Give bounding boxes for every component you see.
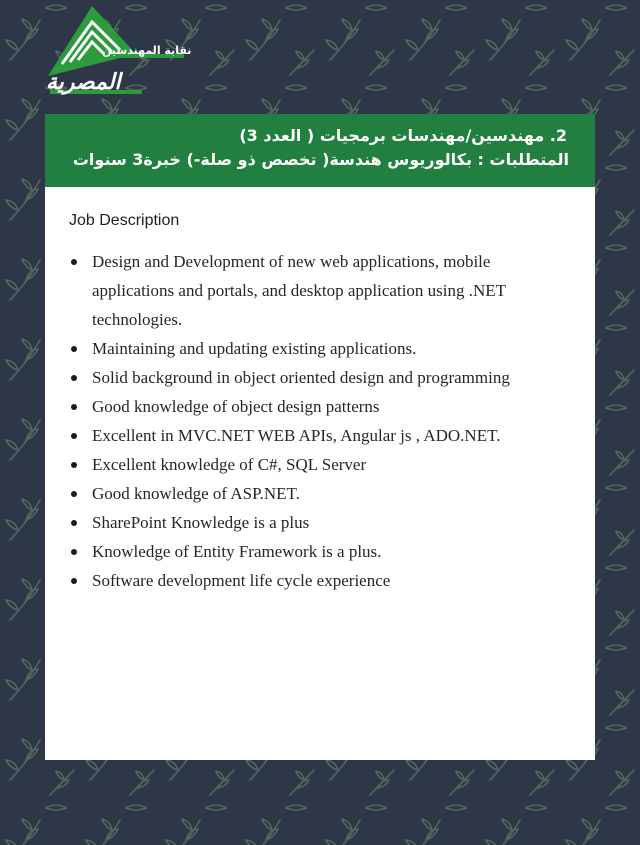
list-item-text: Solid background in object oriented design and programming	[92, 368, 510, 387]
bullet-icon	[71, 578, 77, 584]
logo-main-text: المصرية	[46, 70, 121, 95]
section-title: Job Description	[69, 212, 180, 229]
job-header	[45, 114, 595, 187]
list-item	[69, 508, 569, 537]
bullet-icon	[71, 259, 77, 265]
list-item-text: Excellent in MVC.NET WEB APIs, Angular js , ADO.NET.	[92, 426, 501, 445]
list-item	[69, 363, 569, 392]
list-item-text: SharePoint Knowledge is a plus	[92, 513, 310, 532]
job-title: 2. مهندسين/مهندسات برمجيات ( العدد 3)	[239, 126, 567, 145]
job-card	[45, 114, 595, 760]
list-item-text: Design and Development of new web applications, mobile applications and portals, and desktop application using .NET technologies.	[92, 252, 506, 329]
list-item-text: Maintaining and updating existing applications.	[92, 339, 417, 358]
list-item	[69, 392, 569, 421]
list-item-text: Good knowledge of object design patterns	[92, 397, 380, 416]
bullet-icon	[71, 375, 77, 381]
bullet-icon	[71, 491, 77, 497]
bullet-icon	[71, 346, 77, 352]
list-item	[69, 566, 569, 595]
list-item	[69, 421, 569, 450]
list-item	[69, 479, 569, 508]
list-item	[69, 450, 569, 479]
bullet-icon	[71, 549, 77, 555]
list-item-text: Good knowledge of ASP.NET.	[92, 484, 300, 503]
list-item-text: Knowledge of Entity Framework is a plus.	[92, 542, 382, 561]
bullet-icon	[71, 404, 77, 410]
bullet-icon	[71, 433, 77, 439]
list-item	[69, 537, 569, 566]
job-description-list	[69, 247, 569, 595]
list-item-text: Excellent knowledge of C#, SQL Server	[92, 455, 367, 474]
bullet-icon	[71, 462, 77, 468]
bullet-icon	[71, 520, 77, 526]
job-requirements: المتطلبات : بكالوريوس هندسة( تخصص ذو صلة-) خبرة3 سنوات	[72, 150, 569, 169]
logo-top-text: نقابة المهندسين	[102, 44, 192, 57]
list-item	[69, 247, 569, 334]
list-item-text: Software development life cycle experience	[92, 571, 391, 590]
list-item	[69, 334, 569, 363]
